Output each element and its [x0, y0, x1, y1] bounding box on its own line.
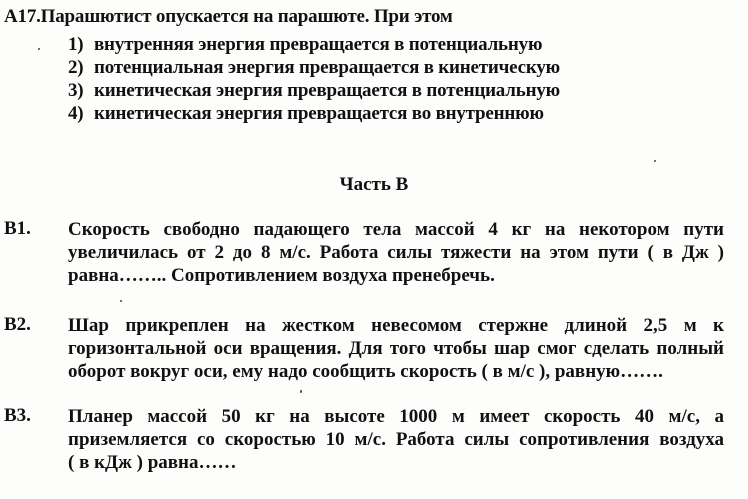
option-text: кинетическая энергия превращается в потенциальную — [94, 80, 560, 101]
option-number: 4) — [68, 103, 84, 124]
question-line: ( в кДж ) равна…… — [68, 452, 237, 473]
option-text: внутренняя энергия превращается в потенциальную — [94, 34, 543, 55]
scan-speck — [120, 300, 122, 302]
answer-option-4 — [68, 103, 544, 125]
scan-speck — [38, 48, 40, 50]
question-line: Шар прикреплен на жестком невесомом стержне длиной 2,5 м к — [68, 315, 724, 336]
question-line: Планер массой 50 кг на высоте 1000 м имеет скорость 40 м/с, а — [68, 406, 724, 427]
question-b3-text — [68, 405, 724, 474]
question-a17-header: А17.Парашютист опускается на парашюте. При этом — [4, 6, 453, 27]
question-line: равна…….. Сопротивлением воздуха пренебречь. — [68, 265, 495, 286]
option-text: потенциальная энергия превращается в кинетическую — [94, 57, 560, 78]
question-line: увеличилась от 2 до 8 м/с. Работа силы тяжести на этом пути ( в Дж ) — [68, 242, 724, 263]
question-line: Скорость свободно падающего тела массой 4 кг на некотором пути — [68, 219, 724, 240]
question-b3-number: В3. — [4, 405, 31, 426]
option-number: 1) — [68, 34, 84, 55]
scan-speck — [300, 390, 302, 393]
answer-option-2 — [68, 57, 560, 79]
question-line: приземляется со скоростью 10 м/с. Работа силы сопротивления воздуха — [68, 429, 724, 450]
question-b1-number: В1. — [4, 218, 31, 239]
option-text: кинетическая энергия превращается во внутреннюю — [94, 103, 544, 124]
question-b2-number: В2. — [4, 314, 31, 335]
answer-option-3 — [68, 80, 560, 102]
question-b2-text — [68, 314, 724, 383]
question-line: горизонтальной оси вращения. Для того чтобы шар смог сделать полный — [68, 338, 724, 359]
option-number: 2) — [68, 57, 84, 78]
section-title: Часть В — [339, 174, 409, 195]
question-b1-text — [68, 218, 724, 287]
answer-option-1 — [68, 34, 542, 56]
option-number: 3) — [68, 80, 84, 101]
scan-speck — [654, 160, 656, 162]
question-line: оборот вокруг оси, ему надо сообщить скорость ( в м/с ), равную……. — [68, 361, 663, 382]
